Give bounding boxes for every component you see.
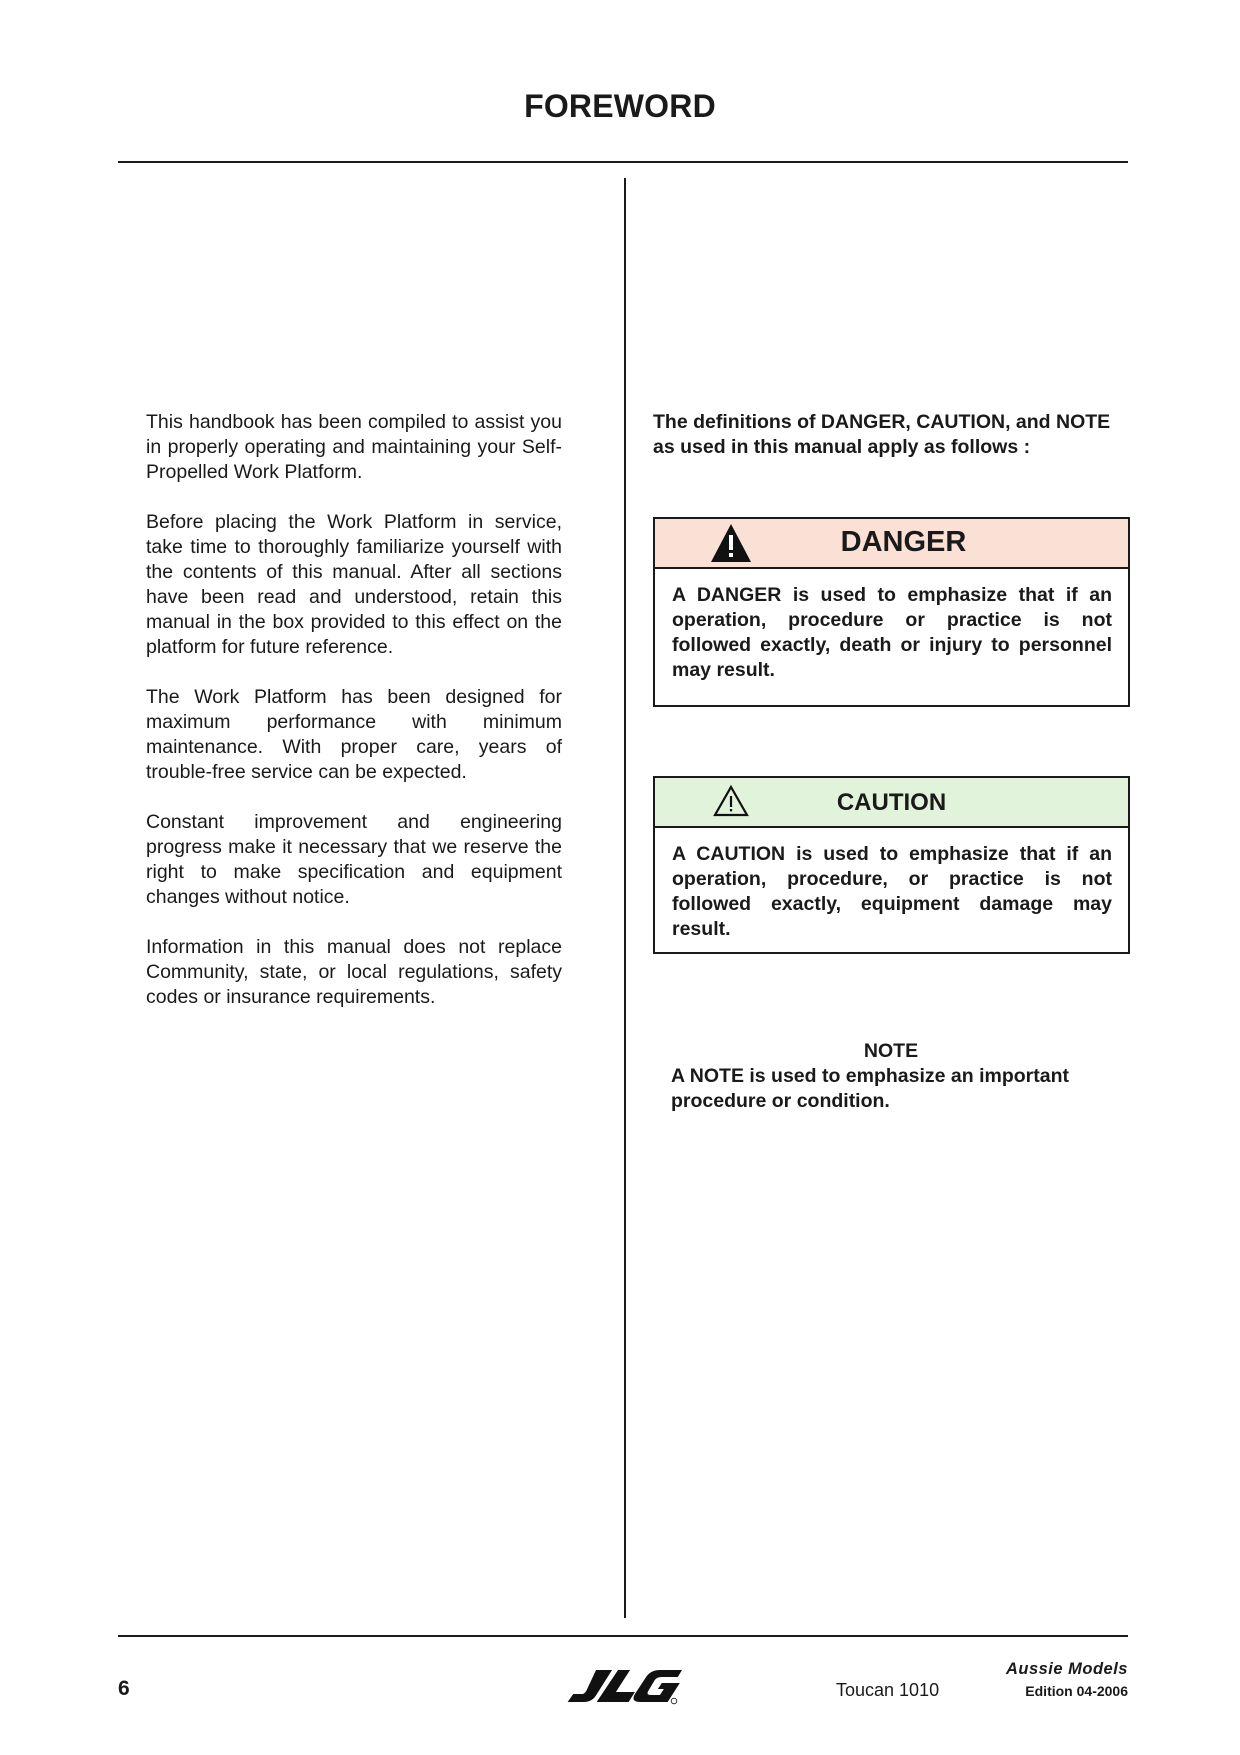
note-label: NOTE <box>863 1040 919 1062</box>
caution-box <box>653 776 1130 954</box>
edition-label: Edition 04-2006 <box>1025 1683 1128 1699</box>
model-name: Toucan 1010 <box>836 1680 940 1700</box>
danger-box <box>653 517 1130 707</box>
definitions-column <box>653 410 1129 460</box>
foreword-paragraph: Constant improvement and engineering progress make it necessary that we reserve the right to make specification and equipment changes without notice. <box>146 811 562 908</box>
footer-rule <box>118 1635 1128 1637</box>
danger-text: A DANGER is used to emphasize that if an operation, procedure or practice is not followed exactly, death or injury to personnel may result. <box>672 584 1112 681</box>
edition-block <box>1006 1660 1128 1699</box>
caution-label: CAUTION <box>836 789 947 816</box>
header-rule <box>118 161 1128 163</box>
note-text: A NOTE is used to emphasize an important procedure or condition. <box>671 1065 1070 1112</box>
foreword-paragraph: Before placing the Work Platform in service, take time to thoroughly familiarize yourself with the contents of this manual. After all sections have been read and understood, retain this manual in the box provided to this effect on the platform for future reference. <box>146 511 562 658</box>
foreword-text-column <box>146 410 562 1035</box>
caution-box-header <box>655 778 1128 828</box>
series-name: Aussie Models <box>1005 1660 1128 1678</box>
danger-label: DANGER <box>840 526 967 558</box>
foreword-paragraph: The Work Platform has been designed for maximum performance with minimum maintenance. With proper care, years of trouble-free service can be expected. <box>146 686 562 783</box>
danger-box-header <box>655 519 1128 569</box>
page-number: 6 <box>118 1677 130 1700</box>
column-divider <box>624 178 626 1618</box>
caution-text: A CAUTION is used to emphasize that if an operation, procedure, or practice is not followed exactly, equipment damage may result. <box>672 843 1112 940</box>
foreword-paragraph: This handbook has been compiled to assist you in properly operating and maintaining your Self-Propelled Work Platform. <box>146 411 562 483</box>
definitions-intro: The definitions of DANGER, CAUTION, and NOTE as used in this manual apply as follows : <box>653 411 1111 458</box>
page-title: FOREWORD <box>524 88 716 124</box>
jlg-logo <box>566 1664 684 1713</box>
foreword-paragraph: Information in this manual does not replace Community, state, or local regulations, safety codes or insurance requirements. <box>146 936 562 1008</box>
